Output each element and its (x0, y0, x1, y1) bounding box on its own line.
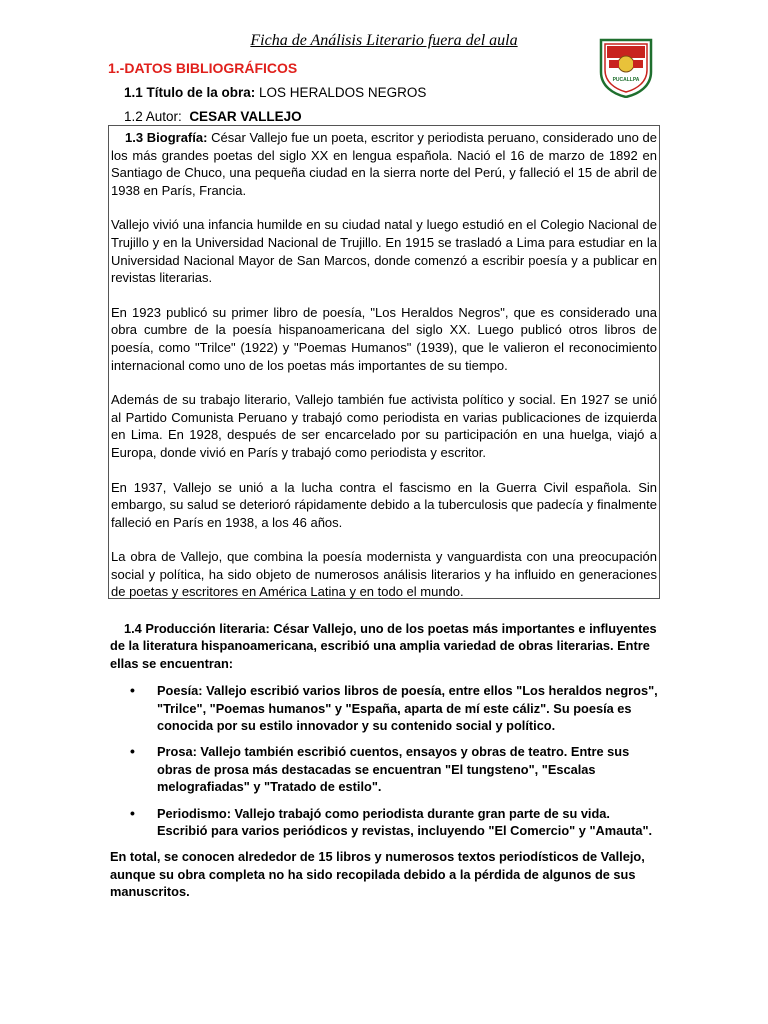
biography-paragraph: En 1923 publicó su primer libro de poesía, "Los Heraldos Negros", que es considerado una obra cumbre de la poesía hispanoamericana del siglo XX. Luego publicó otros libros de poesía, como "Trilce" (1922) y "Poemas Humanos" (1939), que le valieron el reconocimiento internacional como uno de los poetas más importantes de su tiempo. (111, 304, 657, 373)
production-closing: En total, se conocen alrededor de 15 libros y numerosos textos periodísticos de Vallejo, aunque su obra completa no ha sido recopilada debido a la pérdida de algunos de sus manuscritos. (110, 849, 645, 900)
production-intro: 1.4 Producción literaria: César Vallejo, uno de los poetas más importantes e influyentes de la literatura hispanoamericana, escribió una amplia variedad de obras literarias. Entre ellas se encuentran: (110, 621, 657, 671)
bullet-icon: • (130, 743, 135, 760)
bullet-icon: • (130, 804, 135, 821)
section-title: 1.-DATOS BIBLIOGRÁFICOS (108, 60, 298, 76)
author-value: CESAR VALLEJO (189, 109, 302, 124)
list-item: • Poesía: Vallejo escribió varios libros de poesía, entre ellos "Los heraldos negros", "Trilce", "Poemas humanos" y "España, aparta de mí este cáliz". Su poesía es conocida por su estilo innovador y su contenido social y político. (130, 682, 658, 734)
biography-paragraph: La obra de Vallejo, que combina la poesía modernista y vanguardista con una preocupación social y política, ha sido objeto de numerosos análisis literarios y ha influido en generaciones de poetas y escritores en América Latina y en todo el mundo. (111, 549, 657, 600)
biography-paragraph: 1.3 Biografía: César Vallejo fue un poeta, escritor y periodista peruano, considerado uno de los más grandes poetas del siglo XX en lengua española. Nació el 16 de marzo de 1892 en Santiago de Chuco, una pequeña ciudad en la sierra norte del Perú, y falleció el 15 de abril de 1938 en París, Francia. (111, 130, 657, 198)
list-item: • Prosa: Vallejo también escribió cuentos, ensayos y obras de teatro. Entre sus obras de prosa más destacadas se encuentran "El tungsteno", "Escalas melografiadas" y "Tratado de estilo". (130, 743, 630, 795)
biography-paragraph: Además de su trabajo literario, Vallejo también fue activista político y social. En 1927 se unió al Partido Comunista Peruano y trabajó como periodista en varias publicaciones de izquierda en Lima. En 1928, después de ser encarcelado por su participación en una huelga, viajó a Europa, donde vivió en París y trabajó como periodista y escritor. (111, 392, 657, 460)
work-title-value: LOS HERALDOS NEGROS (259, 85, 427, 100)
bullet-icon: • (130, 682, 135, 699)
logo-caption: PUCALLPA (612, 77, 640, 83)
author-line (124, 109, 302, 124)
list-item: • Periodismo: Vallejo trabajó como periodista durante gran parte de su vida. Escribió para varios periódicos y revistas, incluyendo "El Comercio" y "Amauta". (130, 804, 653, 839)
production-list (110, 682, 660, 839)
literary-production (110, 620, 660, 901)
school-logo (597, 36, 655, 98)
work-title-label: 1.1 Título de la obra: (124, 85, 256, 100)
document-title: Ficha de Análisis Literario fuera del aula (250, 32, 518, 49)
work-title-line (124, 85, 426, 100)
biography-box (108, 125, 660, 599)
biography-paragraph: Vallejo vivió una infancia humilde en su ciudad natal y luego estudió en el Colegio Nacional de Trujillo y en la Universidad Nacional de Trujillo. En 1915 se trasladó a Lima para estudiar en la Universidad Nacional Mayor de San Marcos, donde comenzó a escribir poesía y a publicar en revistas literarias. (111, 217, 657, 286)
biography-paragraph: En 1937, Vallejo se unió a la lucha contra el fascismo en la Guerra Civil española. Sin embargo, su salud se deterioró rápidamente debido a la tuberculosis que padecía y finalmente falleció en París en 1938, a los 46 años. (111, 479, 657, 530)
biography-label: 1.3 Biografía: (125, 130, 208, 145)
author-label: 1.2 Autor: (124, 109, 182, 124)
